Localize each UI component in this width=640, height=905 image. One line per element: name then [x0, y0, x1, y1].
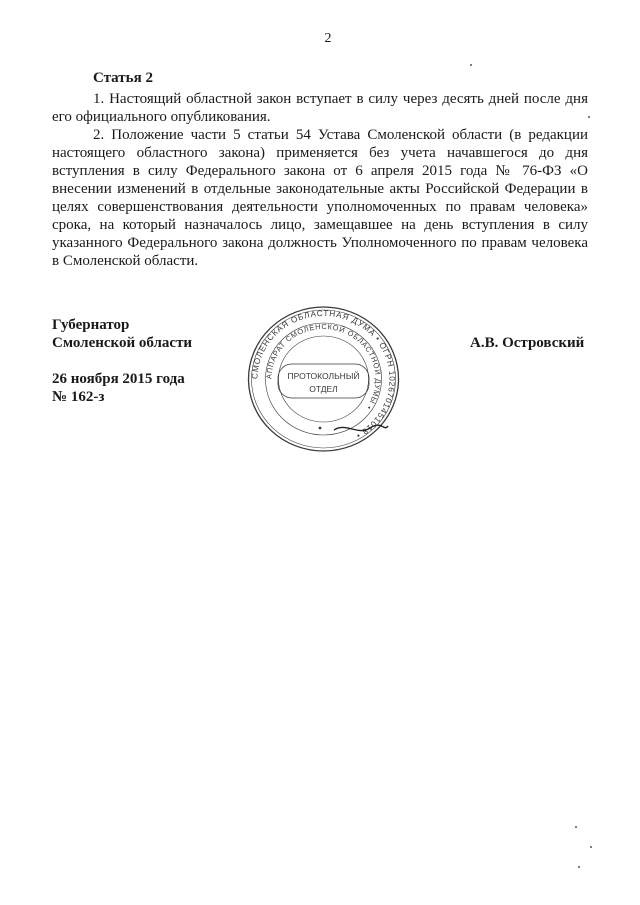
official-seal [246, 304, 401, 454]
governor-title-line-1: Губернатор [52, 317, 130, 333]
article-title: Статья 2 [93, 70, 153, 86]
seal-star-mark [319, 427, 322, 430]
scan-speck [470, 64, 472, 66]
law-number: № 162-з [52, 389, 105, 405]
seal-outer-ring-text: СМОЛЕНСКАЯ ОБЛАСТНАЯ ДУМА • ОГРН 1026701451018 • [250, 308, 397, 441]
governor-name: А.В. Островский [470, 335, 585, 351]
article-paragraph-2: 2. Положение части 5 статьи 54 Устава Смоленской области (в редакции настоящего областного закона) применяется без учета начавшегося до дня вступления в силу Федерального закона от 6 апреля 2015 года № 76-ФЗ «О внесении изменений в отдельные законодательные акты Российской Федерации в целях совершенствования деятельности уполномоченных по правам человека» срока, на который назначалось лицо, замещавшее на день вступления в силу указанного Федерального закона должность Уполномоченного по правам человека в Смоленской области. [52, 127, 588, 269]
scan-speck [590, 846, 592, 848]
scan-speck [588, 116, 590, 118]
article-paragraph-1: 1. Настоящий областной закон вступает в силу через десять дней после дня его официального опубликования. [52, 91, 588, 125]
governor-title-line-2: Смоленской области [52, 335, 193, 351]
scan-speck [575, 826, 577, 828]
signing-date: 26 ноября 2015 года [52, 371, 185, 387]
seal-inner-ring-text: АППАРАТ СМОЛЕНСКОЙ ОБЛАСТНОЙ ДУМЫ • [264, 321, 383, 412]
page-number: 2 [324, 31, 332, 46]
seal-center-text-1: ПРОТОКОЛЬНЫЙ [287, 371, 360, 381]
scan-speck [578, 866, 580, 868]
seal-center-text-2: ОТДЕЛ [309, 384, 338, 394]
